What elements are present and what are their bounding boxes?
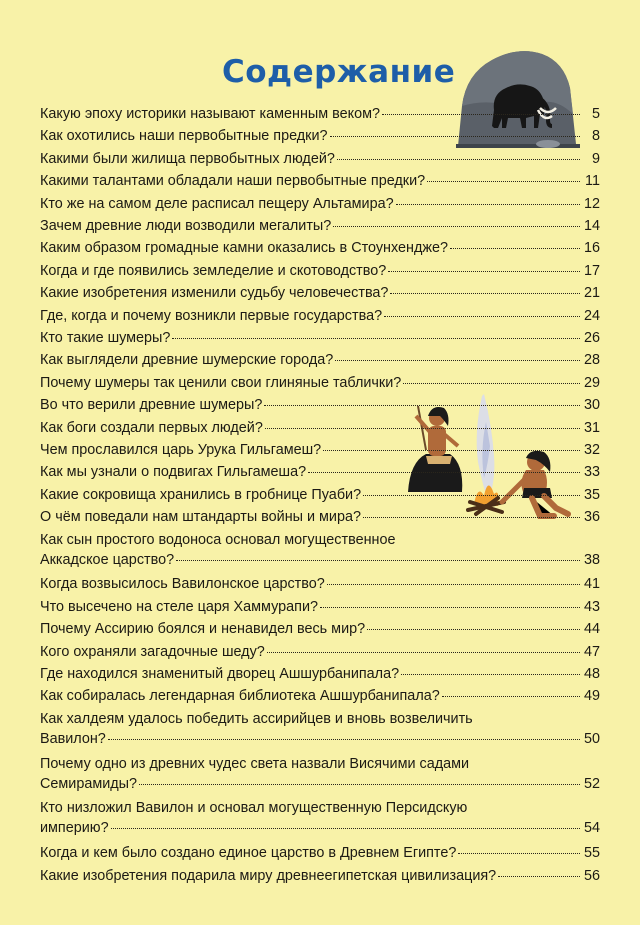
toc-entry-title: Что высечено на стеле царя Хаммурапи?: [40, 598, 318, 615]
toc-entry-title: Где находился знаменитый дворец Ашшурбанипала?: [40, 666, 400, 682]
toc-entry-title: Как собиралась легендарная библиотека Ашшурбанипала?: [40, 688, 440, 705]
toc-entry-line: [40, 866, 600, 886]
toc-entry-title: Где, когда и почему возникли первые государства?: [40, 307, 383, 324]
dot-leader: [367, 628, 580, 630]
dot-leader: [458, 852, 580, 854]
toc-entry: [40, 171, 600, 191]
dot-leader: [363, 516, 580, 518]
toc-entry-title: Какую эпоху историки называют каменным веком?: [40, 106, 381, 122]
toc-page-number: 43: [583, 598, 600, 615]
toc-entry-title: Кто такие шумеры?: [40, 330, 171, 346]
toc-entry-title: Вавилон?: [40, 730, 106, 747]
toc-entry-line: [40, 550, 600, 570]
toc-entry-title: Зачем древние люди возводили мегалиты?: [40, 218, 332, 234]
toc-page-number: 56: [583, 867, 600, 884]
toc-entry-line: [40, 485, 600, 505]
toc-entry: [40, 754, 600, 794]
toc-entry-title: Семирамиды?: [40, 775, 138, 792]
toc-entry-title: Кто же на самом деле расписал пещеру Альтамира?: [40, 195, 394, 212]
toc-page-number: 11: [585, 173, 600, 190]
toc-entry: [40, 126, 600, 146]
dot-leader: [382, 113, 580, 115]
toc-entry: [40, 686, 600, 706]
toc-entry-title: Кого охраняли загадочные шеду?: [40, 643, 265, 660]
toc-entry-line: [40, 798, 600, 818]
toc-page-number: 38: [583, 551, 600, 568]
toc-page-number: 14: [583, 218, 600, 234]
toc-entry-title: Какие изобретения изменили судьбу человечества?: [40, 285, 389, 302]
dot-leader: [401, 673, 580, 675]
dot-leader: [108, 738, 580, 740]
toc-entry-line: [40, 754, 600, 774]
toc-entry-line: [40, 418, 600, 438]
toc-entry-title: Как выглядели древние шумерские города?: [40, 352, 334, 369]
toc-entry-title: Аккадское царство?: [40, 551, 175, 568]
toc-page-number: 47: [583, 643, 600, 660]
toc-entry-line: [40, 328, 600, 348]
dot-leader: [265, 427, 580, 429]
toc-page-number: 41: [583, 576, 600, 593]
toc-entry-line: [40, 350, 600, 370]
toc-entry-title: Как сын простого водоноса основал могущественное: [40, 531, 396, 548]
dot-leader: [323, 449, 580, 451]
toc-entry-title: Во что верили древние шумеры?: [40, 397, 263, 414]
toc-entry: [40, 440, 600, 460]
toc-entry-line: [40, 642, 600, 662]
toc-entry-title: Какими были жилища первобытных людей?: [40, 150, 335, 167]
toc-entry: [40, 709, 600, 749]
toc-entry-line: [40, 774, 600, 794]
dot-leader: [363, 494, 580, 496]
dot-leader: [442, 695, 580, 697]
toc-entry: [40, 664, 600, 684]
toc-entry-title: Как халдеям удалось победить ассирийцев и вновь возвеличить: [40, 710, 473, 727]
dot-leader: [176, 559, 580, 561]
toc-entry-line: [40, 216, 600, 236]
toc-entry: [40, 462, 600, 482]
toc-entry-title: Каким образом громадные камни оказались в Стоунхендже?: [40, 240, 449, 257]
toc-entry: [40, 530, 600, 570]
toc-page-number: 49: [583, 688, 600, 705]
toc-page-number: 30: [583, 397, 600, 414]
toc-page-number: 24: [583, 307, 600, 324]
toc-page-number: 44: [583, 621, 600, 638]
toc-page-number: 32: [583, 442, 600, 458]
dot-leader: [111, 827, 580, 829]
toc-entry-line: [40, 126, 600, 146]
toc-entry: [40, 395, 600, 415]
toc-page-number: 12: [583, 195, 600, 212]
toc-entry-line: [40, 104, 600, 124]
toc-entry: [40, 507, 600, 527]
toc-entry-title: Как мы узнали о подвигах Гильгамеша?: [40, 464, 307, 481]
toc-entry-line: [40, 238, 600, 258]
toc-page-number: 21: [583, 285, 600, 302]
toc-entry-line: [40, 149, 600, 169]
toc-entry: [40, 418, 600, 438]
dot-leader: [172, 337, 580, 339]
toc-entry-title: Когда возвысилось Вавилонское царство?: [40, 576, 325, 593]
toc-page-number: 17: [583, 262, 600, 279]
toc-entry-title: Чем прославился царь Урука Гильгамеш?: [40, 442, 322, 458]
toc-entry: [40, 485, 600, 505]
toc-entry: [40, 843, 600, 863]
toc-entry-title: Кто низложил Вавилон и основал могущественную Персидскую: [40, 800, 468, 817]
toc-entry-title: Когда и кем было создано единое царство в Древнем Египте?: [40, 845, 457, 862]
dot-leader: [390, 292, 580, 294]
dot-leader: [139, 783, 580, 785]
toc-page-number: 29: [583, 374, 600, 391]
dot-leader: [308, 471, 580, 473]
toc-entry-line: [40, 373, 600, 393]
toc-page-number: 50: [583, 730, 600, 747]
toc-entry-title: Почему одно из древних чудес света назвали Висячими садами: [40, 755, 470, 772]
dot-leader: [388, 270, 580, 272]
toc-entry: [40, 328, 600, 348]
toc-entry-line: [40, 530, 600, 550]
toc-page-number: 48: [583, 666, 600, 682]
toc-entry-line: [40, 283, 600, 303]
toc-entry-line: [40, 462, 600, 482]
toc-entry: [40, 149, 600, 169]
toc-entry: [40, 261, 600, 281]
toc-entry-line: [40, 818, 600, 838]
toc-page-number: 36: [583, 509, 600, 526]
toc-entry-title: Какими талантами обладали наши первобытные предки?: [40, 173, 426, 190]
toc-entry-line: [40, 843, 600, 863]
toc-entry-line: [40, 709, 600, 729]
toc-page-number: 52: [583, 775, 600, 792]
toc-entry-line: [40, 507, 600, 527]
toc-entry-title: Какие изобретения подарила миру древнеегипетская цивилизация?: [40, 867, 497, 884]
toc-entry: [40, 798, 600, 838]
dot-leader: [267, 651, 580, 653]
toc-entry-title: Когда и где появились земледелие и скотоводство?: [40, 262, 387, 279]
dot-leader: [384, 315, 580, 317]
dot-leader: [264, 404, 580, 406]
toc-page-number: 55: [583, 845, 600, 862]
toc-page-number: 35: [583, 486, 600, 503]
toc-entry-line: [40, 664, 600, 684]
dot-leader: [320, 606, 580, 608]
toc-entry-title: Какие сокровища хранились в гробнице Пуаби?: [40, 486, 362, 503]
toc-page-number: 9: [591, 150, 600, 167]
toc-entry-line: [40, 619, 600, 639]
toc-entry-title: Почему Ассирию боялся и ненавидел весь мир?: [40, 621, 366, 638]
page-title: Содержание: [222, 54, 456, 90]
toc-page-number: 5: [591, 106, 600, 122]
toc-entry: [40, 619, 600, 639]
toc-entry-line: [40, 686, 600, 706]
toc-entry-line: [40, 395, 600, 415]
toc-entry: [40, 216, 600, 236]
toc-entry-line: [40, 171, 600, 191]
toc-entry: [40, 104, 600, 124]
toc-entry-line: [40, 306, 600, 326]
toc-entry-line: [40, 440, 600, 460]
toc-page-number: 28: [583, 352, 600, 369]
toc-page-number: 54: [583, 820, 600, 837]
toc-entry: [40, 373, 600, 393]
toc-page-number: 26: [583, 330, 600, 346]
dot-leader: [333, 225, 580, 227]
toc-entry: [40, 238, 600, 258]
toc-entry-title: Как охотились наши первобытные предки?: [40, 128, 328, 145]
toc-entry-title: Почему шумеры так ценили свои глиняные таблички?: [40, 374, 402, 391]
toc-entry: [40, 283, 600, 303]
toc-entry-title: Как боги создали первых людей?: [40, 419, 263, 436]
toc-entry-line: [40, 194, 600, 214]
toc-entry: [40, 306, 600, 326]
toc-entry-line: [40, 261, 600, 281]
dot-leader: [427, 180, 580, 182]
toc-page-number: 31: [583, 419, 600, 436]
toc-entry: [40, 866, 600, 886]
toc-page-number: 16: [583, 240, 600, 257]
toc-entry: [40, 597, 600, 617]
toc-entry: [40, 574, 600, 594]
toc-entry-title: империю?: [40, 820, 109, 837]
dot-leader: [327, 583, 580, 585]
toc-entry-line: [40, 729, 600, 749]
dot-leader: [450, 247, 580, 249]
dot-leader: [396, 203, 580, 205]
dot-leader: [337, 158, 580, 160]
toc-entry: [40, 194, 600, 214]
toc-entry-title: О чём поведали нам штандарты войны и мира?: [40, 509, 361, 526]
dot-leader: [330, 135, 580, 137]
toc-entry: [40, 350, 600, 370]
dot-leader: [335, 359, 580, 361]
dot-leader: [403, 382, 580, 384]
toc-page-number: 33: [583, 464, 600, 481]
toc-entry-line: [40, 597, 600, 617]
dot-leader: [498, 875, 580, 877]
toc-page-number: 8: [591, 128, 600, 145]
toc-entry: [40, 642, 600, 662]
toc-entry-line: [40, 574, 600, 594]
